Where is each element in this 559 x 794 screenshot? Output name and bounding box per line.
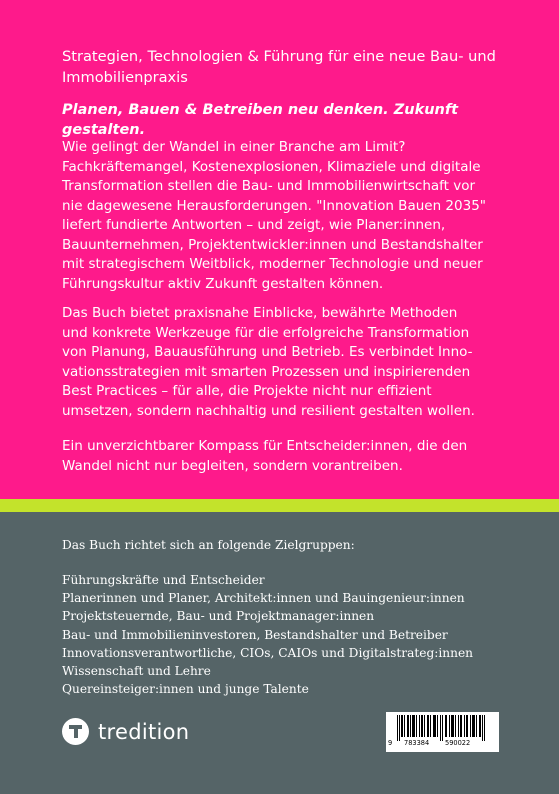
target-group-item: Planerinnen und Planer, Architekt:innen und Bauingenieur:innen <box>62 591 465 606</box>
cover-tagline: Planen, Bauen & Betreiben neu denken. Zukunft gestalten. <box>62 102 459 138</box>
target-groups-list <box>62 571 473 698</box>
target-group-item: Projektsteuernde, Bau- und Projektmanager:innen <box>62 609 375 624</box>
lime-divider <box>0 499 559 512</box>
blurb-paragraph-3: Ein unverzichtbarer Kompass für Entscheider:innen, die den Wandel nicht nur begleiten, sondern vorantreiben. <box>62 438 468 474</box>
isbn-barcode <box>386 712 499 752</box>
tredition-logo-icon <box>62 718 89 745</box>
target-group-item: Wissenschaft und Lehre <box>62 664 211 679</box>
barcode-bars <box>392 715 493 741</box>
target-groups-intro: Das Buch richtet sich an folgende Zielgruppen: <box>62 538 355 552</box>
cover-subtitle: Strategien, Technologien & Führung für eine neue Bau- und Immobilienpraxis <box>62 48 496 86</box>
publisher-name: tredition <box>98 719 190 744</box>
target-group-item: Führungskräfte und Entscheider <box>62 573 265 587</box>
target-group-item: Innovationsverantwortliche, CIOs, CAIOs und Digitalstrateg:innen <box>62 645 474 660</box>
barcode-digits-right: 590022 <box>445 739 471 747</box>
barcode-digits-left: 783384 <box>404 739 430 747</box>
target-group-item: Quereinsteiger:innen und junge Talente <box>62 682 309 697</box>
target-group-item: Bau- und Immobilieninvestoren, Bestandshalter und Betreiber <box>62 627 448 642</box>
publisher-logo <box>62 718 189 745</box>
blurb-paragraph-2: Das Buch bietet praxisnahe Einblicke, bewährte Methoden und konkrete Werkzeuge für die erfolgreiche Transformation von Planung, Bauausführung und Betrieb. Es verbindet Inno- vationsstrategien mit smarten Prozessen und inspirierenden Best Practices – für alle, die Projekte nicht nur effizient umsetzen, sondern nachhaltig und resilient gestalten wollen. <box>62 305 475 419</box>
barcode-digit-first: 9 <box>388 739 393 747</box>
blurb-paragraph-1: Wie gelingt der Wandel in einer Branche am Limit? Fachkräftemangel, Kostenexplosionen, Klimaziele und digitale Transformation stellen die Bau- und Immobilienwirtschaft vor nie dagewesene Herausforderungen. "Innovation Bauen 2035" liefert fundierte Antworten – und zeigt, wie Planer:innen, Bauunternehmen, Projektentwickler:innen und Bestandshalter mit strategischem Weitblick, moderner Technologie und neuer Führungskultur aktiv Zukunft gestalten können. <box>62 139 486 292</box>
